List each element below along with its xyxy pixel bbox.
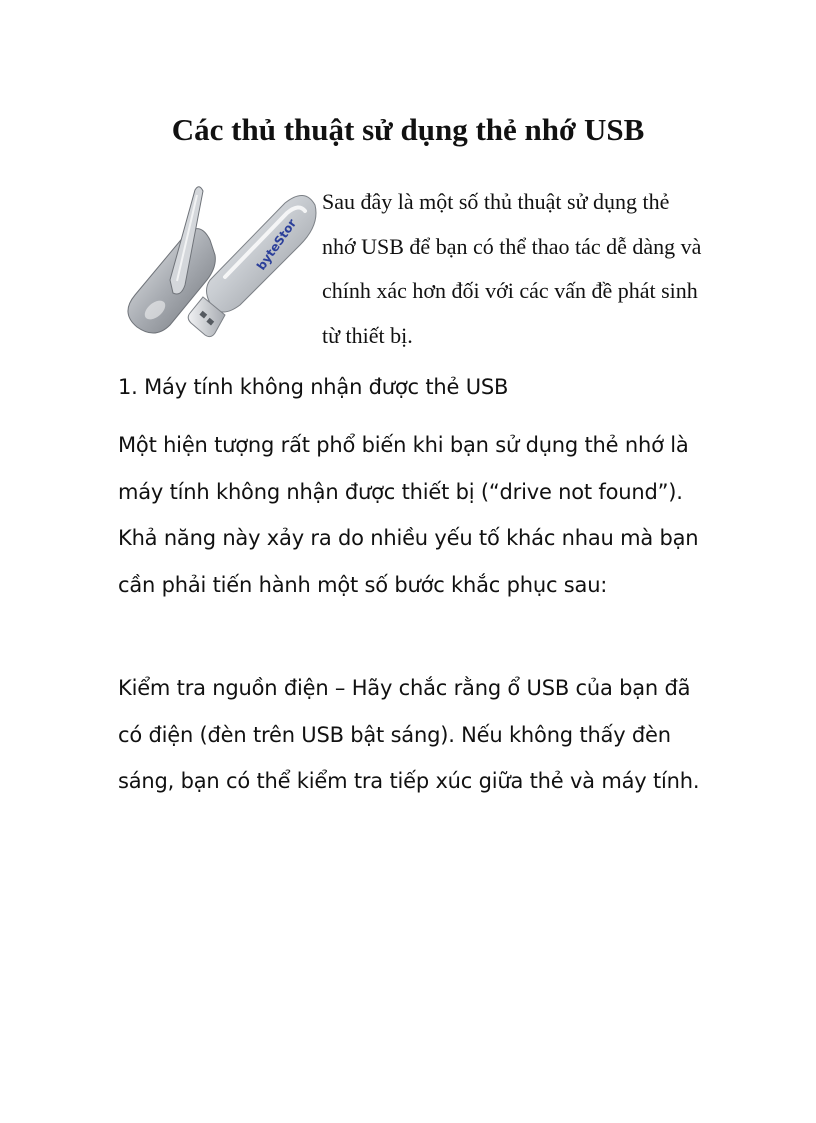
section-paragraph-1: Một hiện tượng rất phổ biến khi bạn sử dụng thẻ nhớ là máy tính không nhận được thiết bị (“drive not found”). Khả năng này xảy ra do nhiều yếu tố khác nhau mà bạn cần phải tiến hành một số bước khắc phục sau: bbox=[118, 433, 699, 597]
brand-label: byteStor bbox=[253, 216, 300, 273]
section-heading: 1. Máy tính không nhận được thẻ USB bbox=[118, 375, 509, 399]
usb-flash-drive-icon bbox=[115, 185, 320, 340]
document-title: Các thủ thuật sử dụng thẻ nhớ USB bbox=[171, 112, 645, 147]
section-paragraph-2: Kiểm tra nguồn điện – Hãy chắc rằng ổ USB của bạn đã có điện (đèn trên USB bật sáng). Nếu không thấy đèn sáng, bạn có thể kiểm tra tiếp xúc giữa thẻ và máy tính. bbox=[118, 676, 700, 793]
intro-paragraph: Sau đây là một số thủ thuật sử dụng thẻ nhớ USB để bạn có thể thao tác dễ dàng và chính xác hơn đối với các vấn đề phát sinh từ thiết bị. bbox=[322, 189, 702, 348]
intro-block bbox=[115, 180, 705, 360]
